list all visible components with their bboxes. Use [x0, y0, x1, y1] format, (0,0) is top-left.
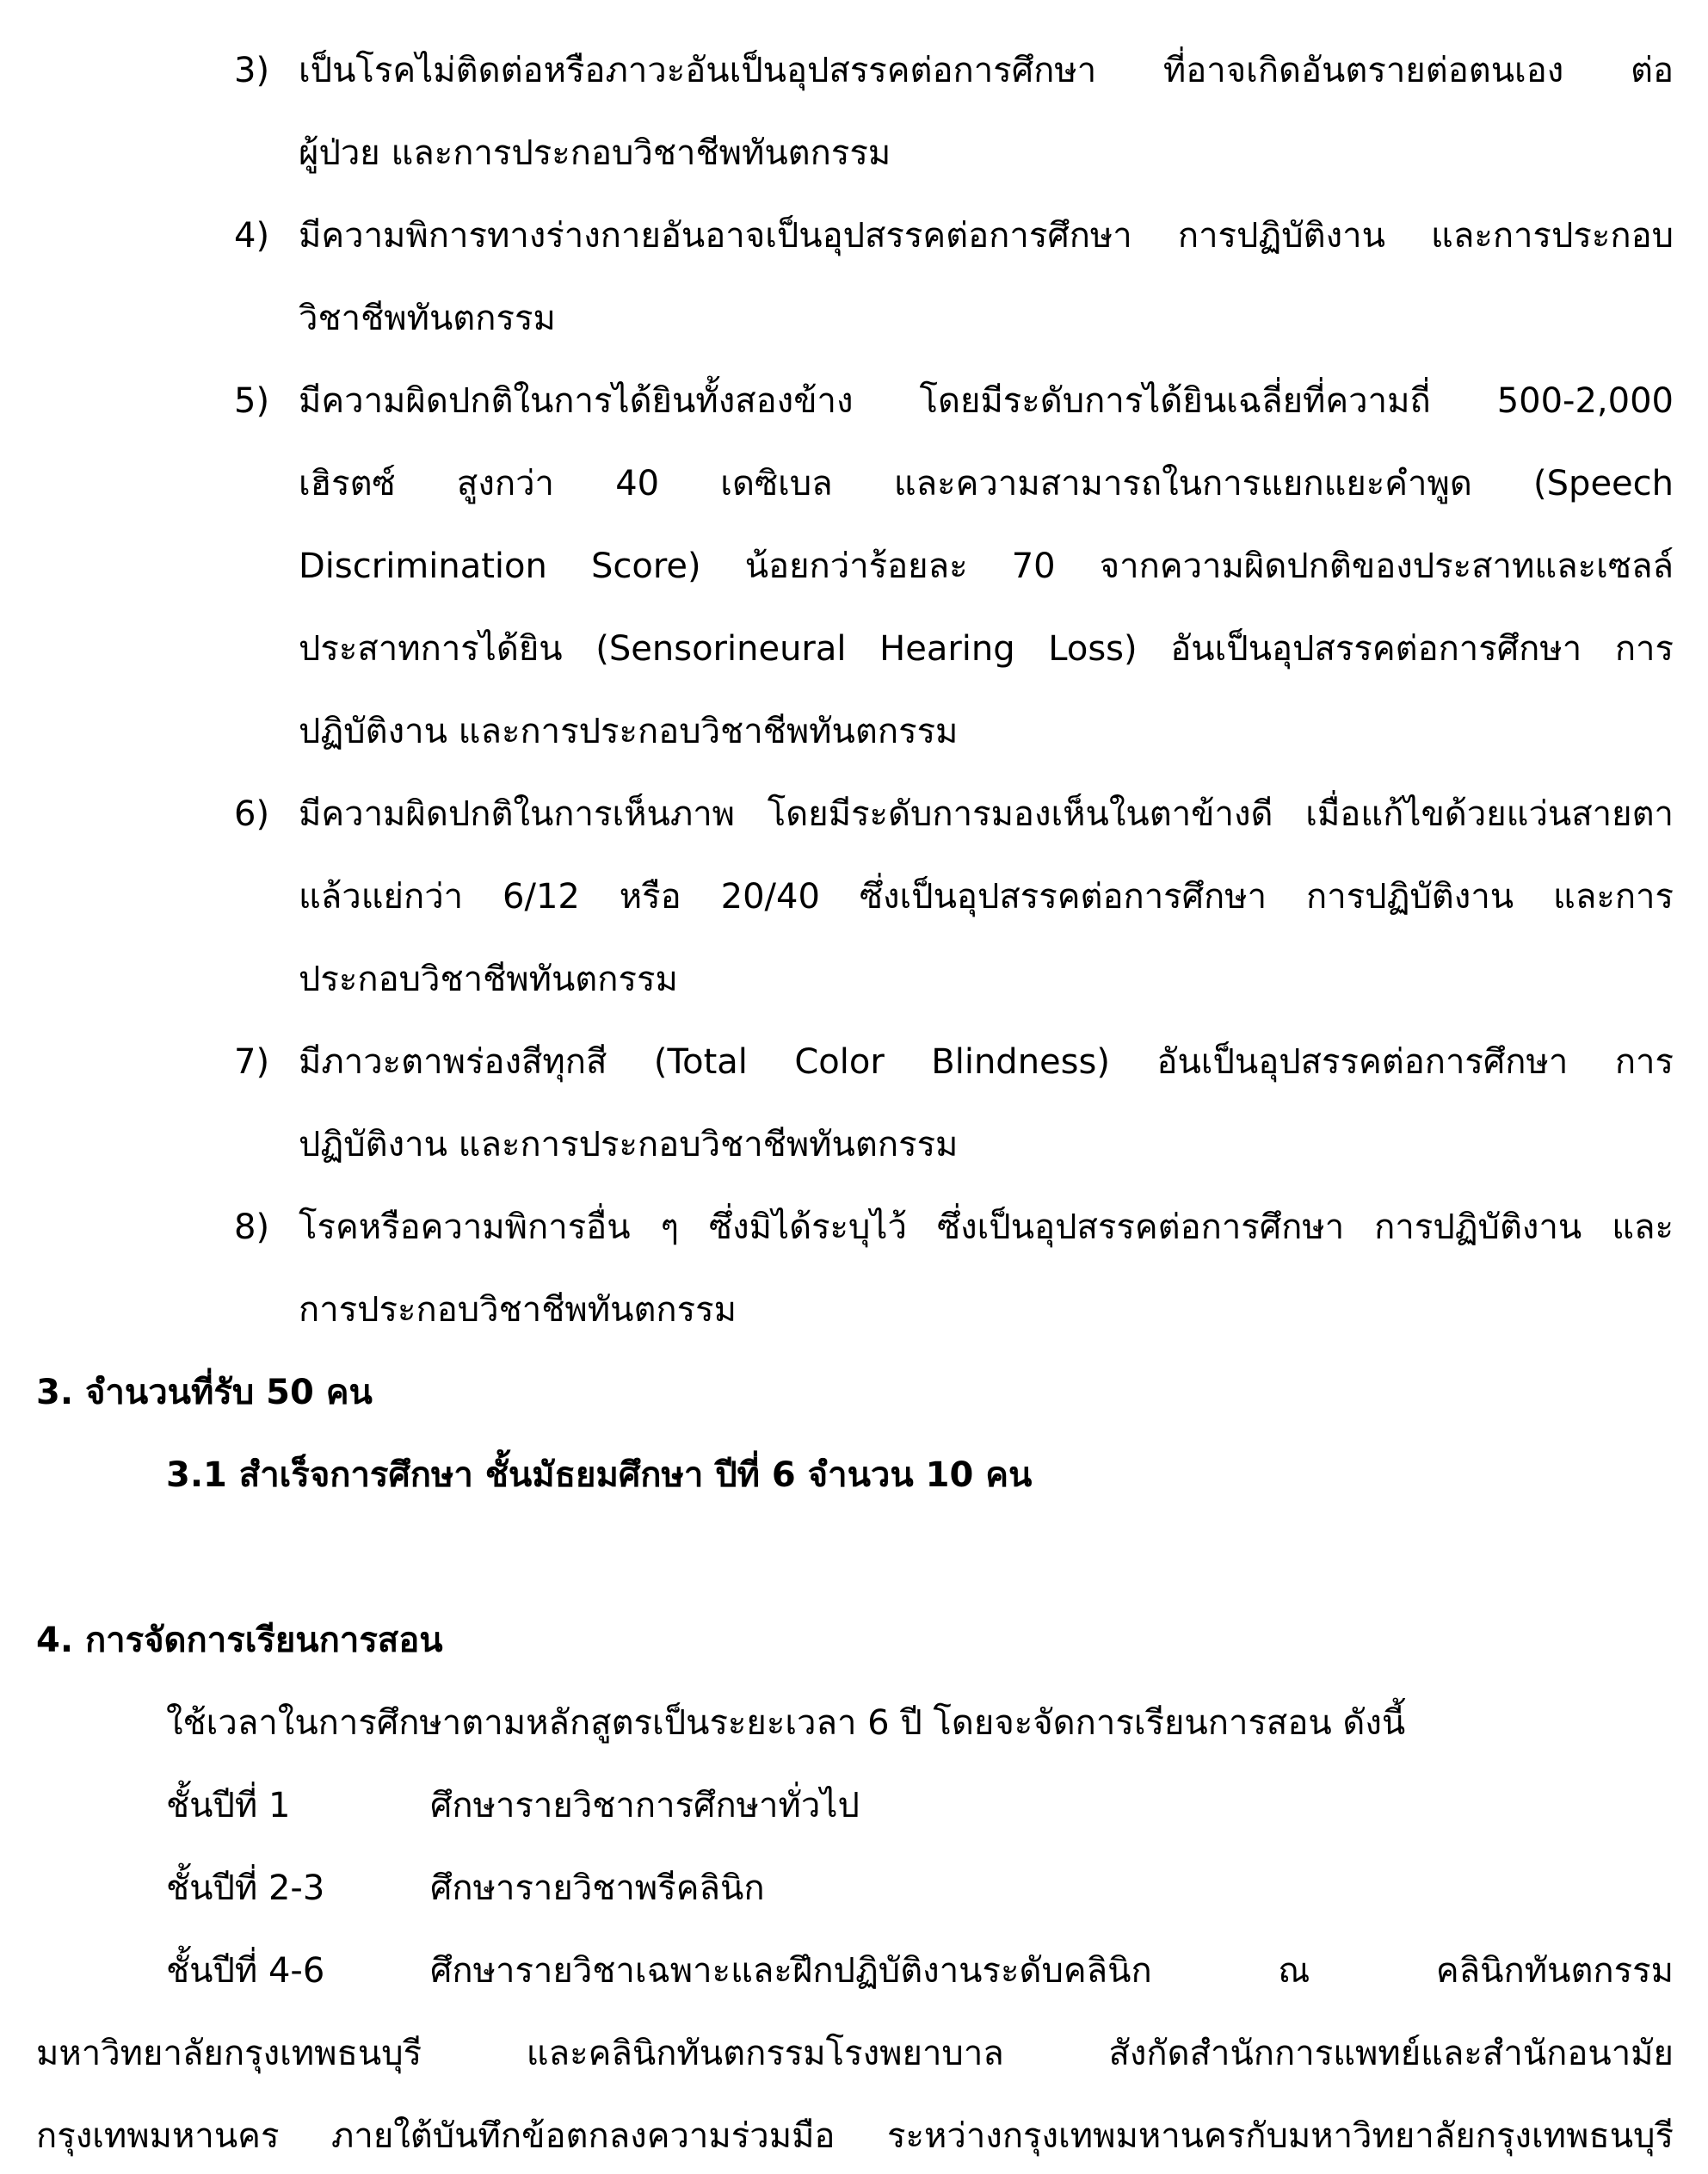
paragraph-line: มหาวิทยาลัยกรุงเทพธนบุรี และคลินิกทันตกรรมโรงพยาบาล สังกัดสำนักการแพทย์และสำนักอนามัย [36, 2034, 1674, 2073]
item-line: มีความผิดปกติในการเห็นภาพ โดยมีระดับการมองเห็นในตาข้างดี เมื่อแก้ไขด้วยแว่นสายตา [299, 794, 1674, 834]
year-description: ศึกษารายวิชาพรีคลินิก [430, 1868, 765, 1908]
item-number: 4) [234, 216, 270, 256]
item-line: ผู้ป่วย และการประกอบวิชาชีพทันตกรรม [299, 133, 891, 173]
item-line: ปฏิบัติงาน และการประกอบวิชาชีพทันตกรรม [299, 712, 959, 751]
section-heading: 3. จำนวนที่รับ 50 คน [36, 1373, 373, 1412]
item-line: ปฏิบัติงาน และการประกอบวิชาชีพทันตกรรม [299, 1125, 959, 1164]
section-heading: 4. การจัดการเรียนการสอน [36, 1621, 443, 1660]
item-line: วิชาชีพทันตกรรม [299, 299, 556, 338]
item-line: มีความผิดปกติในการได้ยินทั้งสองข้าง โดยมีระดับการได้ยินเฉลี่ยที่ความถี่ 500-2,000 [299, 381, 1674, 421]
item-number: 7) [234, 1042, 270, 1082]
year-label: ชั้นปีที่ 2-3 [166, 1868, 325, 1908]
item-line: การประกอบวิชาชีพทันตกรรม [299, 1290, 737, 1330]
paragraph-line: กรุงเทพมหานคร ภายใต้บันทึกข้อตกลงความร่วมมือ ระหว่างกรุงเทพมหานครกับมหาวิทยาลัยกรุงเทพธนบุรี [36, 2116, 1674, 2156]
item-line: เฮิรตซ์ สูงกว่า 40 เดซิเบล และความสามารถในการแยกแยะคำพูด (Speech [299, 464, 1674, 503]
item-line: ประกอบวิชาชีพทันตกรรม [299, 960, 678, 999]
item-number: 8) [234, 1207, 270, 1247]
year-label: ชั้นปีที่ 1 [166, 1786, 291, 1825]
item-number: 3) [234, 51, 270, 90]
item-line: ประสาทการได้ยิน (Sensorineural Hearing Loss) อันเป็นอุปสรรคต่อการศึกษา การ [299, 629, 1674, 669]
section-intro: ใช้เวลาในการศึกษาตามหลักสูตรเป็นระยะเวลา 6 ปี โดยจะจัดการเรียนการสอน ดังนี้ [166, 1703, 1406, 1743]
item-line: แล้วแย่กว่า 6/12 หรือ 20/40 ซึ่งเป็นอุปสรรคต่อการศึกษา การปฏิบัติงาน และการ [299, 877, 1674, 917]
item-line: โรคหรือความพิการอื่น ๆ ซึ่งมิได้ระบุไว้ ซึ่งเป็นอุปสรรคต่อการศึกษา การปฏิบัติงาน และ [299, 1207, 1674, 1247]
item-line: เป็นโรคไม่ติดต่อหรือภาวะอันเป็นอุปสรรคต่อการศึกษา ที่อาจเกิดอันตรายต่อตนเอง ต่อ [299, 51, 1674, 90]
item-line: มีภาวะตาพร่องสีทุกสี (Total Color Blindness) อันเป็นอุปสรรคต่อการศึกษา การ [299, 1042, 1674, 1082]
item-number: 6) [234, 794, 270, 834]
item-line: Discrimination Score) น้อยกว่าร้อยละ 70 จากความผิดปกติของประสาทและเซลล์ [299, 547, 1674, 586]
year-description: ศึกษารายวิชาเฉพาะและฝึกปฏิบัติงานระดับคลินิก ณ คลินิกทันตกรรม [430, 1951, 1674, 1991]
section-subheading: 3.1 สำเร็จการศึกษา ชั้นมัธยมศึกษา ปีที่ 6 จำนวน 10 คน [166, 1455, 1033, 1495]
year-label: ชั้นปีที่ 4-6 [166, 1951, 325, 1991]
year-description: ศึกษารายวิชาการศึกษาทั่วไป [430, 1786, 860, 1825]
item-number: 5) [234, 381, 270, 421]
item-line: มีความพิการทางร่างกายอันอาจเป็นอุปสรรคต่อการศึกษา การปฏิบัติงาน และการประกอบ [299, 216, 1674, 256]
